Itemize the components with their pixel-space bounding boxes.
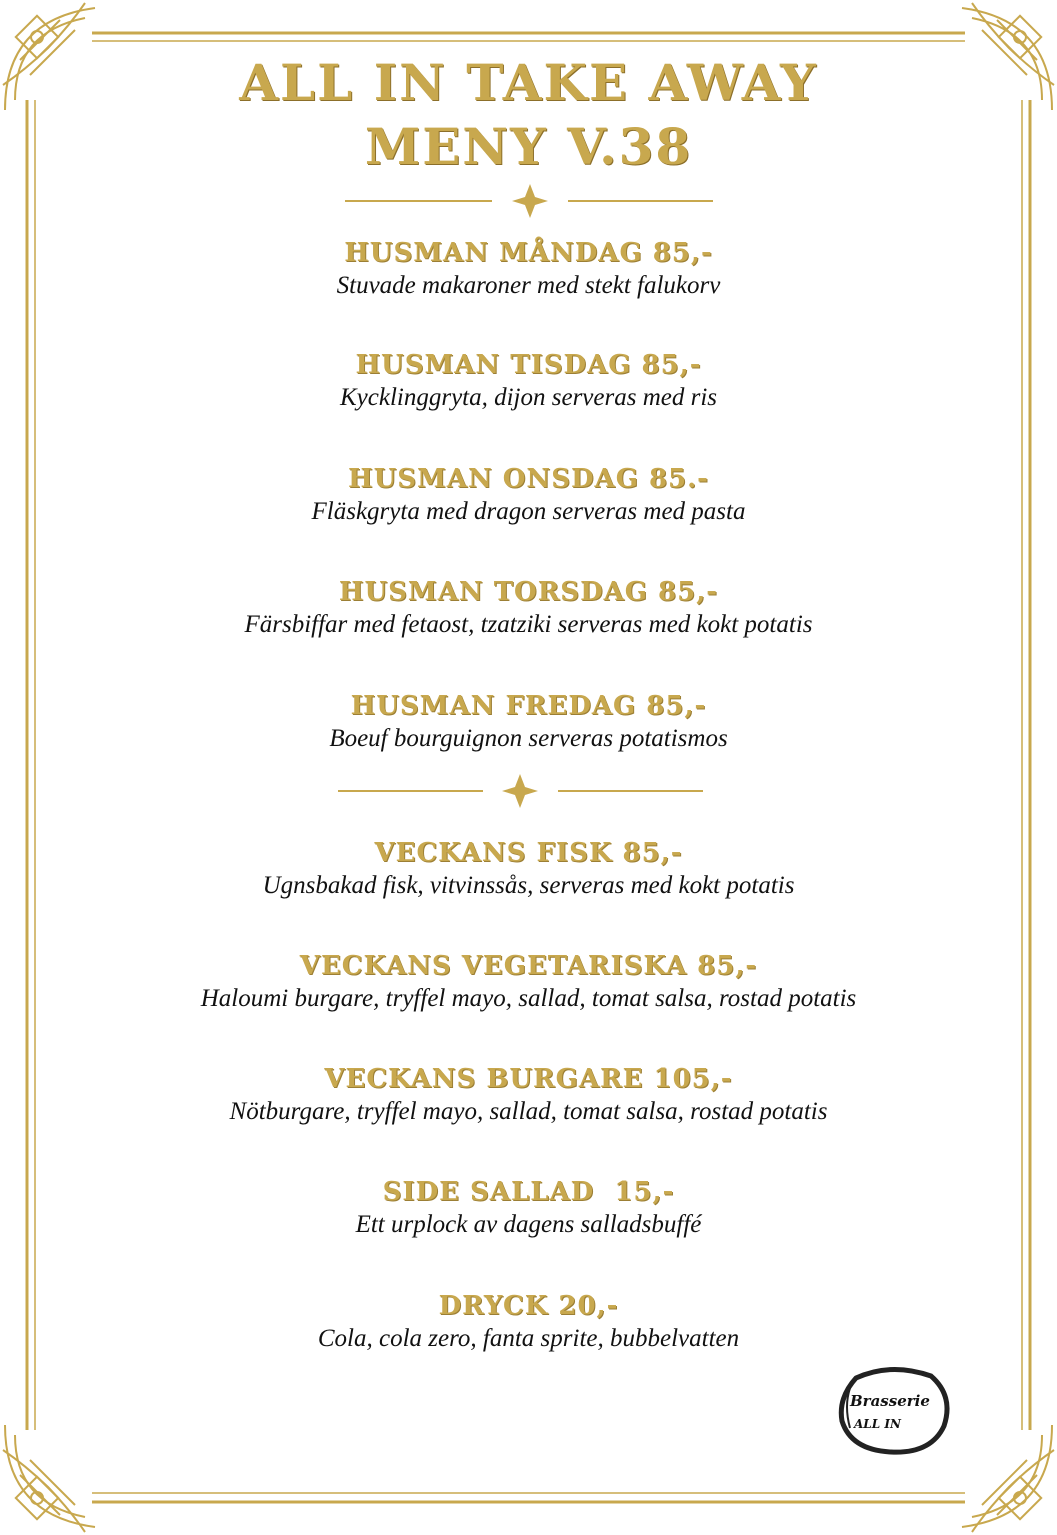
menu-item-description: Nötburgare, tryffel mayo, sallad, tomat salsa, rostad potatis [229,1098,828,1125]
menu-item-title: HUSMAN TISDAG 85,- [355,350,702,380]
logo-text-line1: Brasserie [850,1392,930,1410]
menu-item-description: Haloumi burgare, tryffel mayo, sallad, tomat salsa, rostad potatis [200,985,857,1012]
corner-ornament-bottom-right [962,1425,1054,1532]
menu-item-drink [0,1289,1057,1355]
menu-item-title: HUSMAN TORSDAG 85,- [338,577,719,607]
menu-item-monday [0,236,1057,302]
menu-item-friday [0,689,1057,755]
menu-item-fish [0,836,1057,902]
menu-item-vegetarian [0,949,1057,1015]
menu-item-description: Boeuf bourguignon serveras potatismos [329,725,728,752]
menu-item-title: VECKANS FISK 85,- [374,838,683,868]
menu-item-title: DRYCK 20,- [438,1291,619,1321]
menu-item-description: Cola, cola zero, fanta sprite, bubbelvatten [317,1325,740,1352]
menu-item-description: Kycklinggryta, dijon serveras med ris [339,384,718,411]
menu-item-title: SIDE SALLAD 15,- [382,1177,675,1207]
menu-item-description: Färsbiffar med fetaost, tzatziki serveras med kokt potatis [244,611,813,638]
menu-item-description: Stuvade makaroner med stekt falukorv [336,272,721,299]
brasserie-logo [836,1366,954,1456]
logo-text-line2: ALL IN [854,1417,901,1431]
menu-item-title: HUSMAN ONSDAG 85.- [348,464,709,494]
menu-item-wednesday [0,462,1057,528]
page-title: ALL IN TAKE AWAY [239,53,818,112]
divider-star-icon [0,182,1057,222]
menu-item-title: VECKANS VEGETARISKA 85,- [299,951,758,981]
menu-item-tuesday [0,348,1057,414]
menu-item-title: HUSMAN FREDAG 85,- [350,691,707,721]
menu-item-description: Ett urplock av dagens salladsbuffé [355,1211,702,1238]
menu-item-side-salad [0,1175,1057,1241]
menu-item-description: Ugnsbakad fisk, vitvinssås, serveras med kokt potatis [262,872,795,899]
page-subtitle: MENY V.38 [364,117,693,176]
divider-star-icon [0,772,1057,812]
menu-item-title: VECKANS BURGARE 105,- [324,1064,733,1094]
menu-item-title: HUSMAN MÅNDAG 85,- [344,238,713,268]
menu-item-burger [0,1062,1057,1128]
menu-item-description: Fläskgryta med dragon serveras med pasta [311,498,746,525]
corner-ornament-bottom-left [3,1425,95,1532]
menu-item-thursday [0,575,1057,641]
